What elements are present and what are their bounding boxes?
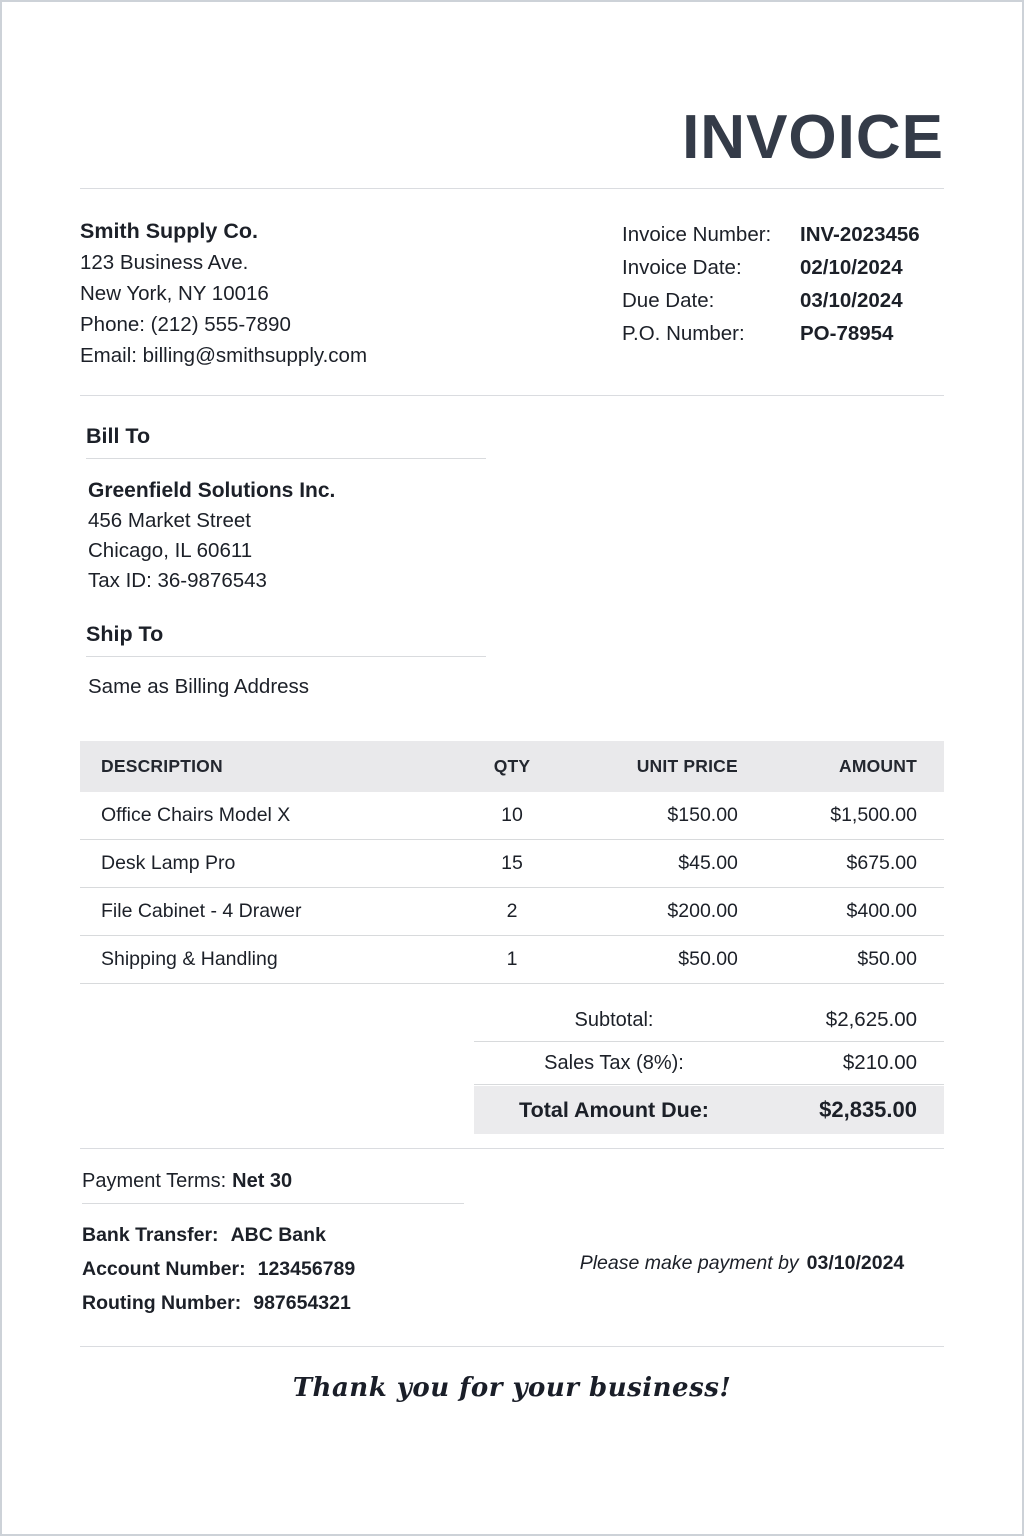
totals-section <box>80 999 944 1134</box>
meta-row <box>622 251 944 284</box>
bill-to-address-line1: 456 Market Street <box>88 509 251 533</box>
company-email: Email: billing@smithsupply.com <box>80 344 368 368</box>
bank-transfer-value: ABC Bank <box>230 1224 326 1247</box>
bank-transfer-label: Bank Transfer: <box>82 1224 219 1247</box>
cell-amount: $50.00 <box>754 936 944 984</box>
cell-unit-price: $45.00 <box>564 840 754 888</box>
meta-row <box>622 317 944 350</box>
payment-note-area <box>540 1170 944 1320</box>
invoice-header <box>80 2 944 172</box>
cell-unit-price: $200.00 <box>564 888 754 936</box>
thank-you-message: Thank you for your business! <box>292 1373 732 1404</box>
ship-to-heading: Ship To <box>86 622 486 657</box>
cell-qty: 1 <box>460 936 564 984</box>
company-block <box>80 216 367 371</box>
company-name: Smith Supply Co. <box>80 219 258 244</box>
totals-block <box>474 999 944 1134</box>
subtotal-label: Subtotal: <box>574 1008 654 1031</box>
cell-amount: $675.00 <box>754 840 944 888</box>
header-amount: AMOUNT <box>754 741 944 792</box>
info-section <box>80 189 944 395</box>
due-date-label: Due Date: <box>622 289 715 313</box>
sales-tax-label: Sales Tax (8%): <box>544 1051 684 1074</box>
bill-to-heading: Bill To <box>86 424 486 459</box>
page-title: INVOICE <box>682 103 944 172</box>
routing-number-row <box>82 1286 540 1320</box>
company-address-line1: 123 Business Ave. <box>80 251 249 275</box>
addresses-section <box>80 396 944 699</box>
cell-description: Office Chairs Model X <box>80 792 460 840</box>
cell-description: Shipping & Handling <box>80 936 460 984</box>
cell-unit-price: $50.00 <box>564 936 754 984</box>
invoice-date-value: 02/10/2024 <box>800 256 903 280</box>
invoice-meta-block <box>622 216 944 371</box>
table-row <box>80 888 944 936</box>
payment-details-block <box>80 1170 540 1320</box>
bank-transfer-row <box>82 1218 540 1252</box>
bill-to-block <box>86 459 944 622</box>
bill-to-tax-id: Tax ID: 36-9876543 <box>88 569 267 593</box>
payment-note-date: 03/10/2024 <box>806 1251 905 1274</box>
cell-description: File Cabinet - 4 Drawer <box>80 888 460 936</box>
table-body <box>80 792 944 984</box>
subtotal-value: $2,625.00 <box>825 1008 917 1032</box>
company-address-line2: New York, NY 10016 <box>80 282 269 306</box>
cell-unit-price: $150.00 <box>564 792 754 840</box>
meta-row <box>622 218 944 251</box>
total-due-label: Total Amount Due: <box>519 1097 709 1122</box>
cell-amount: $400.00 <box>754 888 944 936</box>
bank-details-block <box>82 1204 540 1320</box>
sales-tax-value: $210.00 <box>842 1051 917 1075</box>
payment-section <box>80 1149 944 1320</box>
po-number-label: P.O. Number: <box>622 322 745 346</box>
payment-note <box>580 1252 905 1275</box>
routing-number-label: Routing Number: <box>82 1292 242 1315</box>
invoice-number-value: INV-2023456 <box>800 223 920 247</box>
invoice-date-label: Invoice Date: <box>622 256 742 280</box>
total-due-row <box>474 1086 944 1134</box>
due-date-value: 03/10/2024 <box>800 289 903 313</box>
header-unit-price: UNIT PRICE <box>564 741 754 792</box>
cell-qty: 15 <box>460 840 564 888</box>
invoice-footer <box>80 1347 944 1403</box>
table-row <box>80 792 944 840</box>
line-items-table <box>80 741 944 984</box>
bill-to-name: Greenfield Solutions Inc. <box>88 479 336 503</box>
cell-qty: 2 <box>460 888 564 936</box>
po-number-value: PO-78954 <box>800 322 894 346</box>
subtotal-row <box>474 999 944 1042</box>
payment-terms-label: Payment Terms: <box>82 1170 227 1193</box>
cell-qty: 10 <box>460 792 564 840</box>
total-due-value: $2,835.00 <box>819 1097 917 1123</box>
cell-amount: $1,500.00 <box>754 792 944 840</box>
meta-row <box>622 284 944 317</box>
ship-to-text: Same as Billing Address <box>88 675 310 699</box>
bill-to-address-line2: Chicago, IL 60611 <box>88 539 253 563</box>
payment-note-text: Please make payment by <box>579 1251 799 1274</box>
cell-description: Desk Lamp Pro <box>80 840 460 888</box>
header-description: DESCRIPTION <box>80 741 460 792</box>
payment-terms-line <box>82 1170 464 1204</box>
account-number-value: 123456789 <box>257 1258 356 1281</box>
table-head <box>80 741 944 792</box>
sales-tax-row <box>474 1042 944 1085</box>
table-row <box>80 840 944 888</box>
invoice-number-label: Invoice Number: <box>622 223 772 247</box>
account-number-label: Account Number: <box>82 1258 246 1281</box>
header-qty: QTY <box>460 741 564 792</box>
routing-number-value: 987654321 <box>253 1292 351 1315</box>
table-row <box>80 936 944 984</box>
payment-terms-value: Net 30 <box>232 1170 293 1193</box>
account-number-row <box>82 1252 540 1286</box>
company-phone: Phone: (212) 555-7890 <box>80 313 291 337</box>
table-header-row <box>80 741 944 792</box>
